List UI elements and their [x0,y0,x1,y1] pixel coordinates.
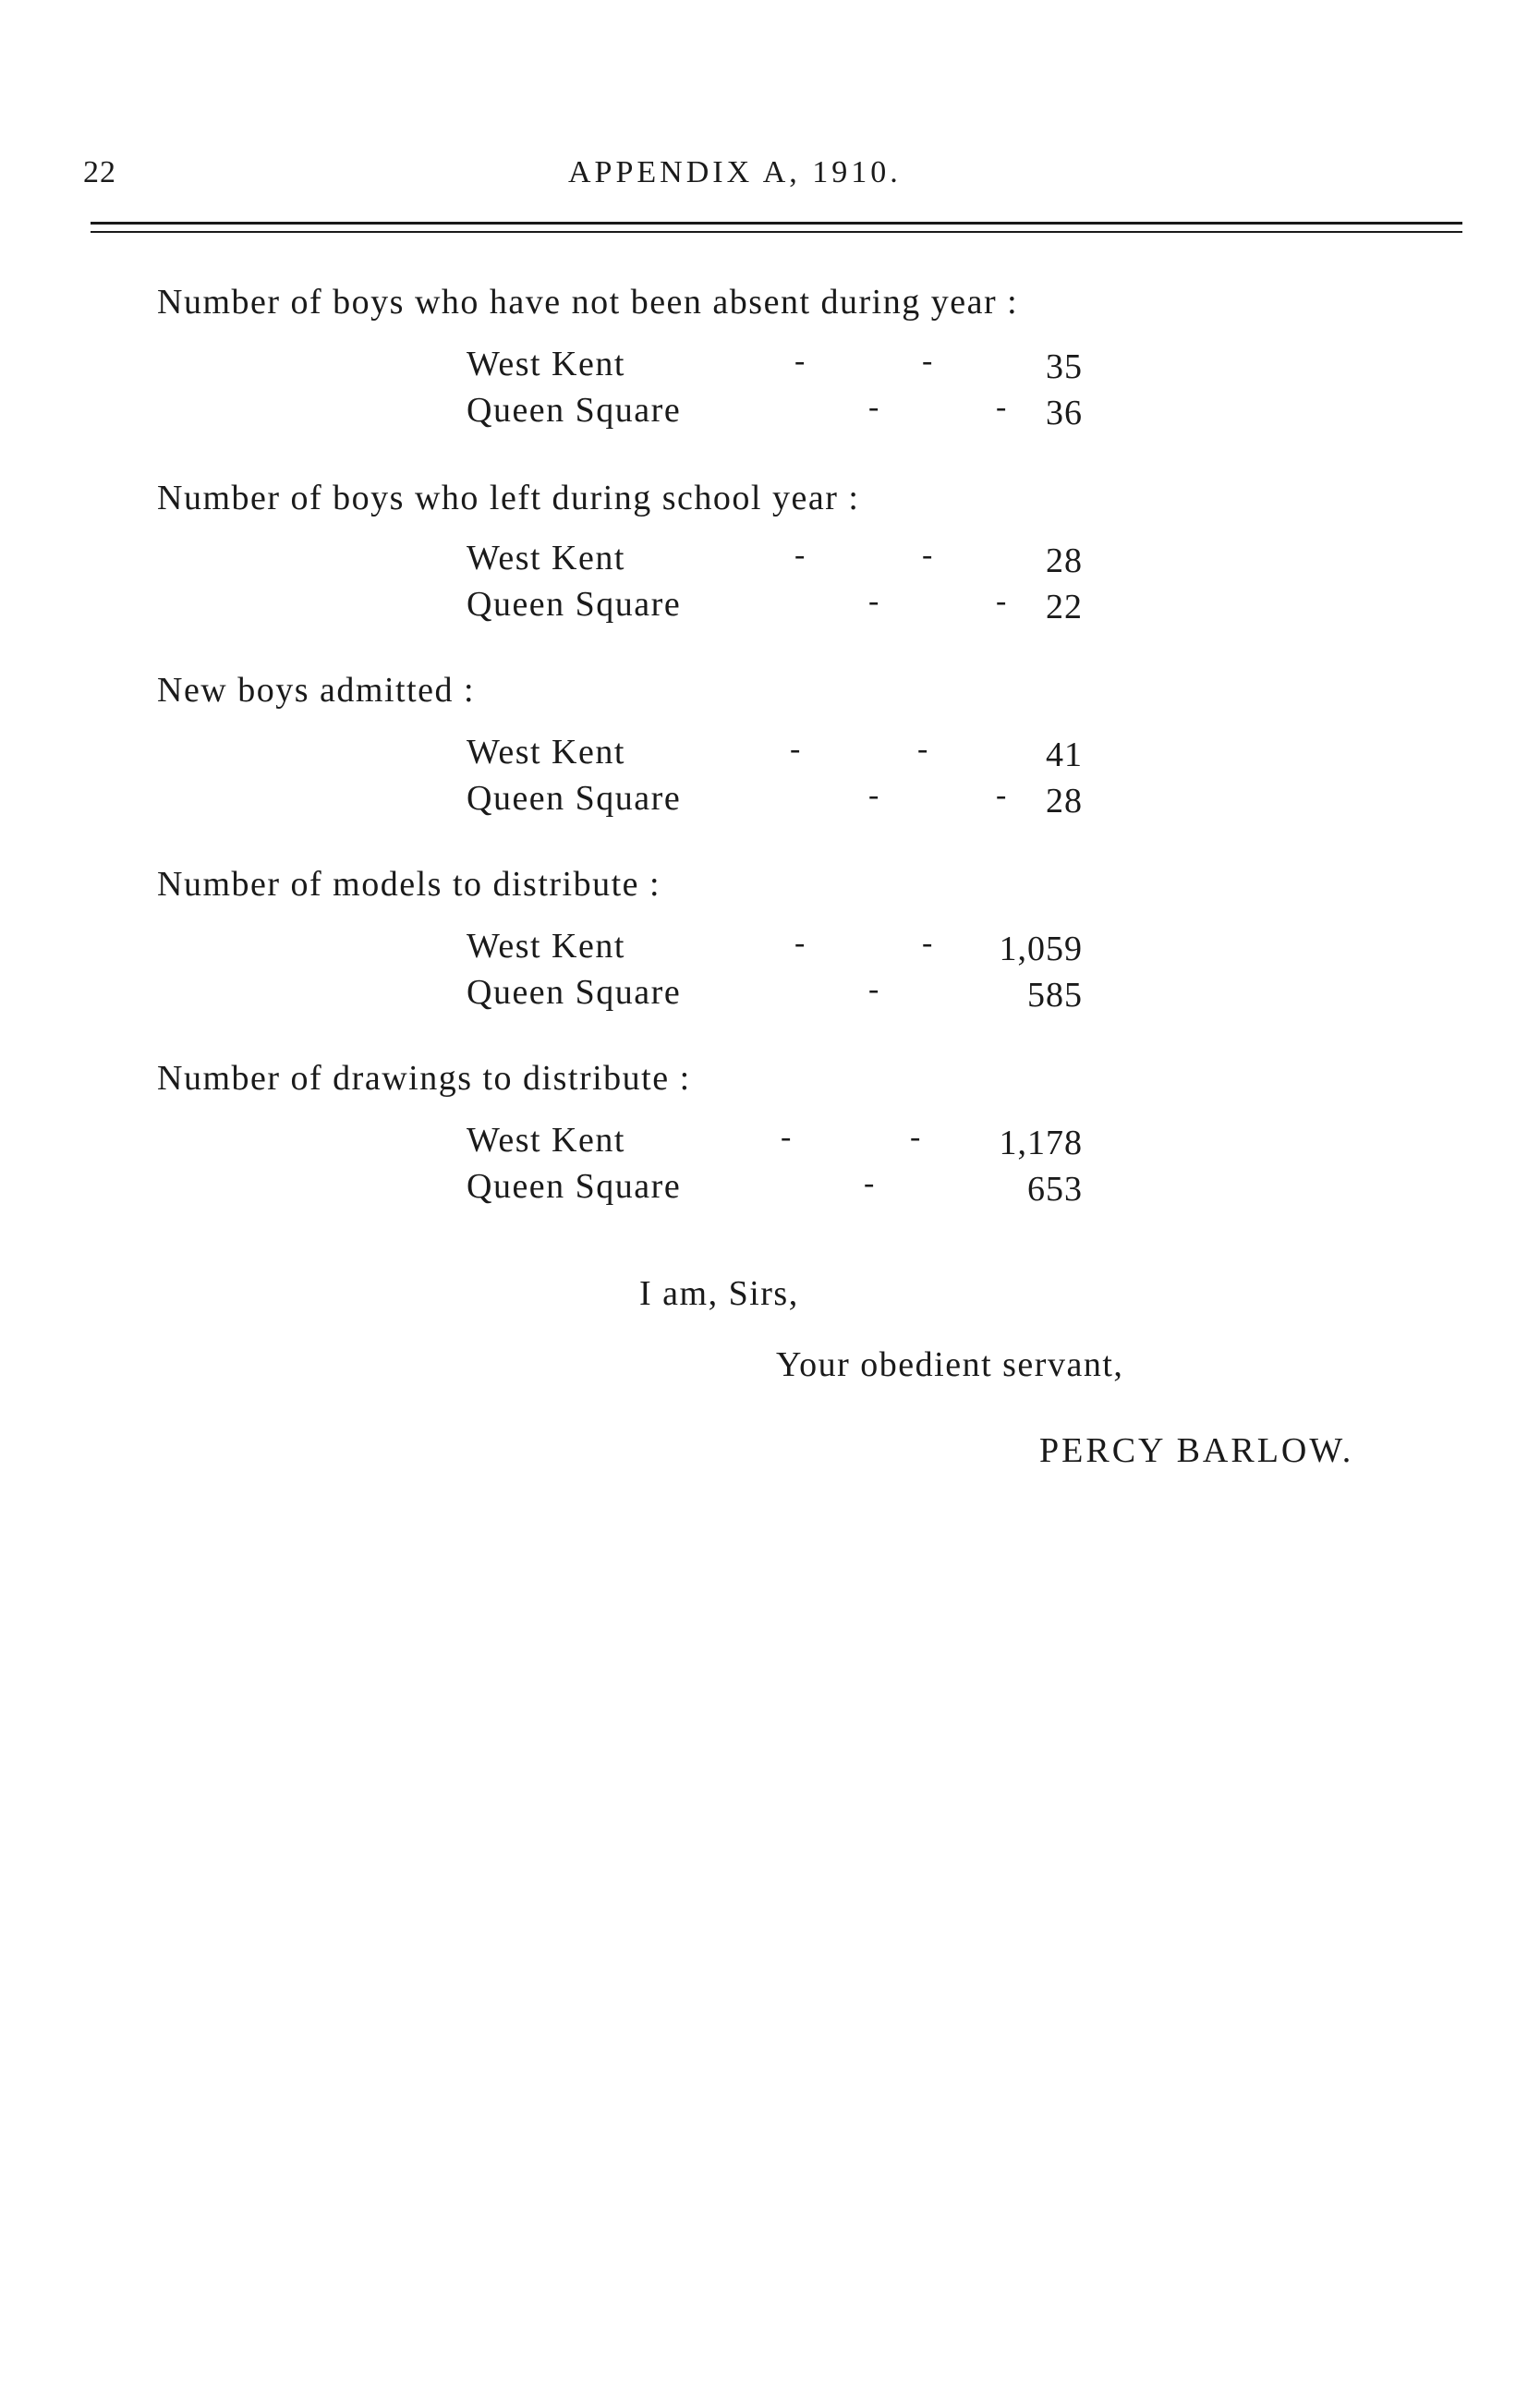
leader-dash: - [868,778,879,812]
closing-salutation: I am, Sirs, [639,1274,799,1313]
header-rule [91,222,1462,225]
leader-dash: - [868,972,879,1006]
row-name-queen-square: Queen Square [467,585,682,624]
leader-dash: - [922,538,933,572]
row-value: 1,178 [999,1124,1083,1162]
row-name-west-kent: West Kent [467,345,625,383]
row-value: 35 [1046,347,1083,386]
section-heading: Number of drawings to distribute : [157,1059,691,1098]
row-value: 585 [1027,976,1083,1015]
leader-dash: - [917,732,928,766]
section-heading: Number of models to distribute : [157,865,661,904]
leader-dash: - [790,732,801,766]
row-value: 1,059 [999,930,1083,968]
row-name-west-kent: West Kent [467,1121,625,1160]
closing-valediction: Your obedient servant, [776,1345,1124,1384]
row-name-queen-square: Queen Square [467,391,682,430]
section-heading: Number of boys who have not been absent during year : [157,283,1019,322]
row-name-queen-square: Queen Square [467,779,682,818]
row-name-queen-square: Queen Square [467,973,682,1012]
leader-dash: - [868,584,879,618]
row-value: 36 [1046,394,1083,432]
leader-dash: - [996,584,1007,618]
row-name-west-kent: West Kent [467,733,625,772]
page-number: 22 [83,155,116,189]
row-name-west-kent: West Kent [467,927,625,966]
signature: PERCY BARLOW. [1039,1431,1354,1470]
leader-dash: - [996,778,1007,812]
leader-dash: - [794,538,806,572]
page-header-title: APPENDIX A, 1910. [568,155,902,189]
leader-dash: - [922,926,933,960]
leader-dash: - [996,390,1007,424]
row-value: 41 [1046,735,1083,774]
leader-dash: - [868,390,879,424]
leader-dash: - [910,1120,921,1154]
header-rule [91,231,1462,233]
row-name-west-kent: West Kent [467,539,625,577]
row-name-queen-square: Queen Square [467,1167,682,1206]
section-heading: Number of boys who left during school year : [157,479,860,517]
row-value: 653 [1027,1170,1083,1209]
leader-dash: - [781,1120,792,1154]
leader-dash: - [864,1166,875,1200]
leader-dash: - [922,344,933,378]
row-value: 28 [1046,541,1083,580]
row-value: 28 [1046,782,1083,821]
leader-dash: - [794,926,806,960]
leader-dash: - [794,344,806,378]
row-value: 22 [1046,588,1083,626]
section-heading: New boys admitted : [157,671,476,710]
